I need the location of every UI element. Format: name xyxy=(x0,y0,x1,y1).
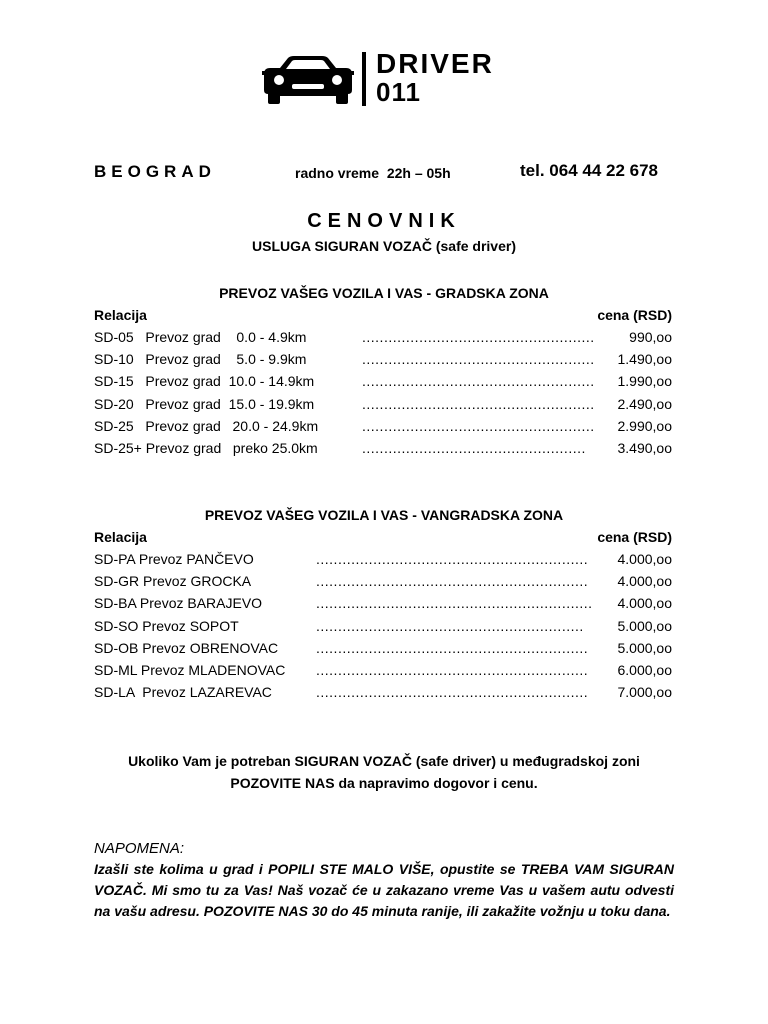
route: SD-PA Prevoz PANČEVO xyxy=(94,551,254,567)
price: 3.490,oo xyxy=(617,439,672,456)
logo xyxy=(248,28,528,136)
table-row xyxy=(94,551,672,573)
col-price: cena (RSD) xyxy=(597,307,672,323)
route: SD-15 Prevoz grad 10.0 - 14.9km xyxy=(94,373,315,390)
table-row xyxy=(94,396,672,418)
price: 2.490,oo xyxy=(617,395,672,412)
leader-dots: ..................................................... xyxy=(362,329,595,345)
price: 1.990,oo xyxy=(617,373,672,390)
note-heading: NAPOMENA: xyxy=(94,840,185,857)
table-row xyxy=(94,440,672,462)
leader-dots: ..................................................... xyxy=(362,395,595,412)
route: SD-SO Prevoz SOPOT xyxy=(94,617,239,634)
working-hours: radno vreme 22h – 05h xyxy=(295,165,451,181)
table-row xyxy=(94,329,672,351)
cta-line1: Ukoliko Vam je potreban SIGURAN VOZAČ (safe driver) u međugradskoj zoni xyxy=(128,753,640,769)
route: SD-25+ Prevoz grad preko 25.0km xyxy=(94,439,318,456)
col-price: cena (RSD) xyxy=(597,529,672,545)
route: SD-ML Prevoz MLADENOVAC xyxy=(94,661,286,678)
page-title: CENOVNIK xyxy=(307,210,461,232)
city-zone-title: PREVOZ VAŠEG VOZILA I VAS - GRADSKA ZONA xyxy=(219,285,549,301)
table-header xyxy=(94,307,672,329)
price: 990,oo xyxy=(629,329,672,345)
logo-line1: DRIVER xyxy=(376,48,494,79)
leader-dots: .............................................................. xyxy=(316,639,589,656)
price: 4.000,oo xyxy=(617,595,672,612)
route: SD-LA Prevoz LAZAREVAC xyxy=(94,684,272,701)
leader-dots: .............................................................. xyxy=(316,684,589,701)
leader-dots: .............................................................. xyxy=(316,573,589,590)
note-body: Izašli ste kolima u grad i POPILI STE MALO VIŠE, opustite se TREBA VAM SIGURAN VOZAČ. Mi smo tu za Vas! Naš vozač će u zakazano vreme Vas u vašem autu odvesti na vašu adresu. POZOVITE NAS 30 do 45 minuta ranije, ili zakažite vožnju u toku dana. xyxy=(94,861,674,919)
price: 6.000,oo xyxy=(617,661,672,678)
route: SD-OB Prevoz OBRENOVAC xyxy=(94,639,279,656)
page-subtitle: USLUGA SIGURAN VOZAČ (safe driver) xyxy=(252,238,516,254)
leader-dots: ..................................................... xyxy=(362,417,595,434)
logo-line2: 011 xyxy=(376,77,421,107)
cta-line2: POZOVITE NAS da napravimo dogovor i cenu. xyxy=(230,775,538,791)
route: SD-BA Prevoz BARAJEVO xyxy=(94,595,263,612)
leader-dots: ................................................... xyxy=(362,439,586,456)
route: SD-GR Prevoz GROCKA xyxy=(94,573,252,590)
outer-zone-table xyxy=(94,529,672,706)
table-row xyxy=(94,373,672,395)
col-relation: Relacija xyxy=(94,529,147,545)
table-row xyxy=(94,351,672,373)
table-row xyxy=(94,662,672,684)
route: SD-20 Prevoz grad 15.0 - 19.9km xyxy=(94,395,315,412)
table-header xyxy=(94,529,672,551)
price: 5.000,oo xyxy=(617,617,672,634)
col-relation: Relacija xyxy=(94,307,147,323)
outer-zone-title: PREVOZ VAŠEG VOZILA I VAS - VANGRADSKA ZONA xyxy=(204,507,564,523)
note xyxy=(94,838,674,922)
leader-dots: ..................................................... xyxy=(362,373,595,390)
logo-divider xyxy=(362,52,366,106)
table-row xyxy=(94,595,672,617)
table-row xyxy=(94,418,672,440)
route: SD-10 Prevoz grad 5.0 - 9.9km xyxy=(94,351,307,368)
table-row xyxy=(94,684,672,706)
city: BEOGRAD xyxy=(94,162,216,181)
price: 4.000,oo xyxy=(617,551,672,567)
leader-dots: ............................................................... xyxy=(316,595,593,612)
info-row xyxy=(94,160,674,186)
price: 5.000,oo xyxy=(617,639,672,656)
price: 2.990,oo xyxy=(617,417,672,434)
logo-text xyxy=(376,50,494,106)
price: 4.000,oo xyxy=(617,573,672,590)
price: 1.490,oo xyxy=(617,351,672,368)
car-icon xyxy=(262,54,354,106)
table-row xyxy=(94,640,672,662)
leader-dots: ..................................................... xyxy=(362,351,595,368)
city-zone-table xyxy=(94,307,672,462)
leader-dots: ............................................................. xyxy=(316,617,584,634)
table-row xyxy=(94,573,672,595)
route: SD-05 Prevoz grad 0.0 - 4.9km xyxy=(94,329,307,345)
route: SD-25 Prevoz grad 20.0 - 24.9km xyxy=(94,417,319,434)
phone-number: tel. 064 44 22 678 xyxy=(520,161,659,180)
leader-dots: .............................................................. xyxy=(316,661,589,678)
intercity-cta xyxy=(0,750,768,794)
table-row xyxy=(94,618,672,640)
price: 7.000,oo xyxy=(617,684,672,701)
leader-dots: .............................................................. xyxy=(316,551,589,567)
